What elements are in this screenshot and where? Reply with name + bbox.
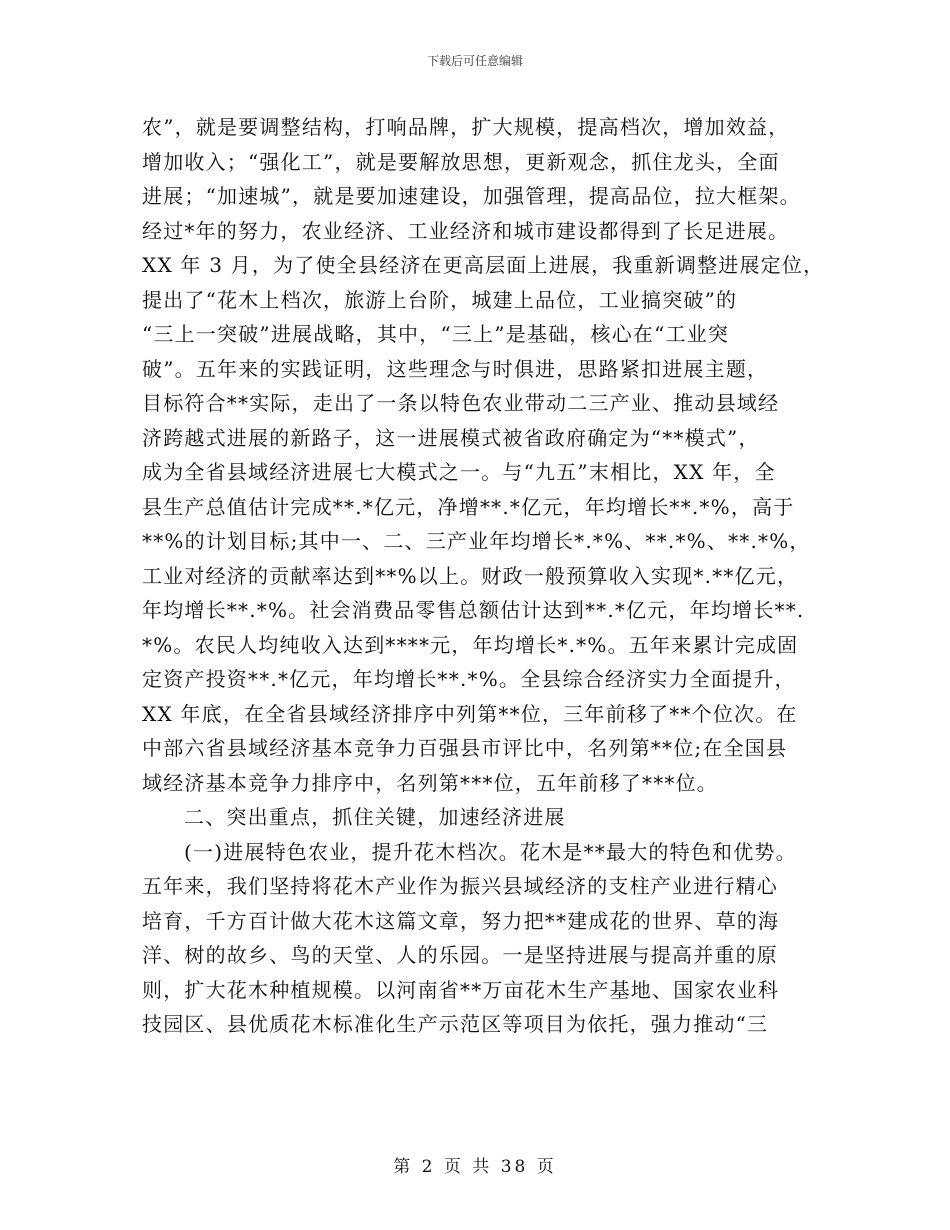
body-line: 济跨越式进展的新路子，这一进展模式被省政府确定为“**模式”，	[142, 425, 760, 450]
body-line: 中部六省县域经济基本竞争力百强县市评比中，名列第**位;在全国县	[142, 736, 788, 760]
body-line: 五年来，我们坚持将花木产业作为振兴县域经济的支柱产业进行精心	[142, 874, 778, 898]
body-line: **%的计划目标;其中一、二、三产业年均增长*.*%、**.*%、**.*%，	[142, 529, 811, 553]
body-line: *%。农民人均纯收入达到****元，年均增长*.*%。五年来累计完成固	[142, 632, 799, 657]
body-line: 培育，千方百计做大花木这篇文章，努力把**建成花的世界、草的海	[142, 908, 780, 933]
document-body	[142, 110, 825, 1042]
body-line: 经过*年的努力，农业经济、工业经济和城市建设都得到了长足进展。	[142, 218, 790, 243]
body-line: “三上一突破”进展战略，其中，“三上”是基础，核心在“工业突	[142, 322, 730, 346]
page-number: 第 2 页 共 38 页	[393, 1157, 557, 1177]
body-line: 工业对经济的贡献率达到**%以上。财政一般预算收入实现*.**亿元，	[142, 563, 799, 588]
download-note: 下载后可任意编辑	[426, 54, 523, 68]
body-line: 目标符合**实际，走出了一条以特色农业带动二三产业、推动县域经	[142, 391, 780, 415]
body-line: 进展；“加速城”，就是要加速建设，加强管理，提高品位，拉大框架。	[142, 184, 801, 208]
body-line: XX 年 3 月，为了使全县经济在更高层面上进展，我重新调整进展定位，	[142, 253, 825, 277]
body-line: 定资产投资**.*亿元，年均增长**.*%。全县综合经济实力全面提升，	[142, 667, 796, 691]
body-line: 增加收入；“强化工”，就是要解放思想，更新观念，抓住龙头，全面	[142, 149, 780, 174]
body-line: XX 年底，在全省县域经济排序中列第**位，三年前移了**个位次。在	[142, 701, 798, 726]
body-line: 成为全省县域经济进展七大模式之一。与“九五”末相比，XX 年，全	[142, 460, 776, 484]
body-line: 洋、树的故乡、鸟的天堂、人的乐园。一是坚持进展与提高并重的原	[142, 943, 778, 967]
body-line: 提出了“花木上档次，旅游上台阶，城建上品位，工业搞突破”的	[142, 287, 738, 312]
body-line: 域经济基本竞争力排序中，名列第***位，五年前移了***位。	[142, 770, 718, 795]
body-line: 农”，就是要调整结构，打响品牌，扩大规模，提高档次，增加效益，	[142, 115, 790, 139]
body-line: (一)进展特色农业，提升花木档次。花木是**最大的特色和优势。	[184, 839, 797, 864]
section-heading: 二、突出重点，抓住关键，加速经济进展	[184, 805, 566, 829]
body-line: 年均增长**.*%。社会消费品零售总额估计达到**.*亿元，年均增长**.	[142, 598, 805, 622]
body-line: 县生产总值估计完成**.*亿元，净增**.*亿元，年均增长**.*%，高于	[142, 494, 795, 519]
body-line: 则，扩大花木种植规模。以河南省**万亩花木生产基地、国家农业科	[142, 977, 780, 1002]
body-line: 技园区、县优质花木标准化生产示范区等项目为依托，强力推动“三	[142, 1012, 769, 1036]
body-line: 破”。五年来的实践证明，这些理念与时俱进，思路紧扣进展主题，	[142, 356, 769, 381]
